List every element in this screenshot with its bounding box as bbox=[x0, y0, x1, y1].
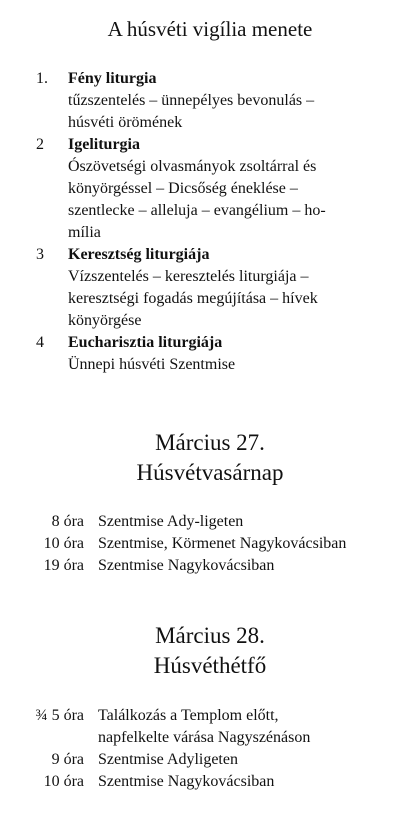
liturgy-description-line: keresztségi fogadás megújítása – hívek bbox=[68, 290, 318, 307]
liturgy-description-line: tűzszentelés – ünnepélyes bevonulás – bbox=[68, 92, 315, 109]
liturgy-description-line: szentlecke – alleluja – evangélium – ho- bbox=[68, 202, 326, 219]
schedule-description: Szentmise, Körmenet Nagykovácsiban bbox=[98, 535, 347, 552]
schedule-description: Szentmise Adyligeten bbox=[98, 751, 238, 768]
liturgy-heading: Fény liturgia bbox=[68, 70, 157, 87]
schedule-time bbox=[8, 727, 98, 749]
liturgy-description-line: könyörgéssel – Dicsőség éneklése – bbox=[68, 180, 298, 197]
schedule-time: 8 óra bbox=[51, 513, 84, 530]
schedule-description: Találkozás a Templom előtt, bbox=[98, 707, 279, 724]
page-title: A húsvéti vigília menete bbox=[107, 17, 313, 41]
schedule-row bbox=[8, 749, 398, 771]
liturgy-description-line: Ószövetségi olvasmányok zsoltárral és bbox=[68, 158, 317, 175]
schedule-description: Szentmise Ady-ligeten bbox=[98, 513, 244, 530]
schedule-description: Szentmise Nagykovácsiban bbox=[98, 773, 275, 790]
liturgy-heading: Igeliturgia bbox=[68, 136, 140, 153]
schedule-description: Szentmise Nagykovácsiban bbox=[98, 557, 275, 574]
liturgy-item-eucharist bbox=[28, 332, 396, 376]
day-date: Március 27. bbox=[155, 430, 265, 455]
day-heading-monday bbox=[0, 621, 420, 681]
schedule-row bbox=[8, 705, 398, 727]
liturgy-list bbox=[28, 68, 396, 376]
day-name: Húsvéthétfő bbox=[153, 653, 267, 678]
schedule-time: 19 óra bbox=[43, 557, 84, 574]
liturgy-number: 1. bbox=[36, 70, 48, 87]
liturgy-description-line: könyörgése bbox=[68, 312, 142, 329]
schedule-time: 10 óra bbox=[43, 535, 84, 552]
schedule-row bbox=[8, 727, 398, 749]
schedule-row bbox=[20, 533, 410, 555]
liturgy-heading: Keresztség liturgiája bbox=[68, 246, 210, 263]
liturgy-item-word bbox=[28, 134, 396, 244]
schedule-time: 9 óra bbox=[51, 751, 84, 768]
liturgy-description-line: húsvéti örömének bbox=[68, 114, 183, 131]
liturgy-number: 4 bbox=[36, 334, 44, 351]
schedule-row bbox=[8, 771, 398, 793]
schedule-sunday bbox=[20, 511, 410, 577]
liturgy-number: 2 bbox=[36, 136, 44, 153]
liturgy-description-line: Vízszentelés – keresztelés liturgiája – bbox=[68, 268, 309, 285]
schedule-description: napfelkelte várása Nagyszénáson bbox=[98, 729, 311, 746]
liturgy-item-baptism bbox=[28, 244, 396, 332]
schedule-monday bbox=[8, 705, 398, 793]
day-name: Húsvétvasárnap bbox=[136, 460, 284, 485]
schedule-time: ¾ 5 óra bbox=[35, 707, 84, 724]
day-heading-sunday bbox=[0, 428, 420, 488]
schedule-row bbox=[20, 555, 410, 577]
liturgy-heading: Eucharisztia liturgiája bbox=[68, 334, 223, 351]
liturgy-description-line: mília bbox=[68, 224, 101, 241]
liturgy-item-light bbox=[28, 68, 396, 134]
schedule-time: 10 óra bbox=[43, 773, 84, 790]
liturgy-description-line: Ünnepi húsvéti Szentmise bbox=[68, 356, 236, 373]
liturgy-number: 3 bbox=[36, 246, 44, 263]
day-date: Március 28. bbox=[155, 623, 265, 648]
schedule-row bbox=[20, 511, 410, 533]
